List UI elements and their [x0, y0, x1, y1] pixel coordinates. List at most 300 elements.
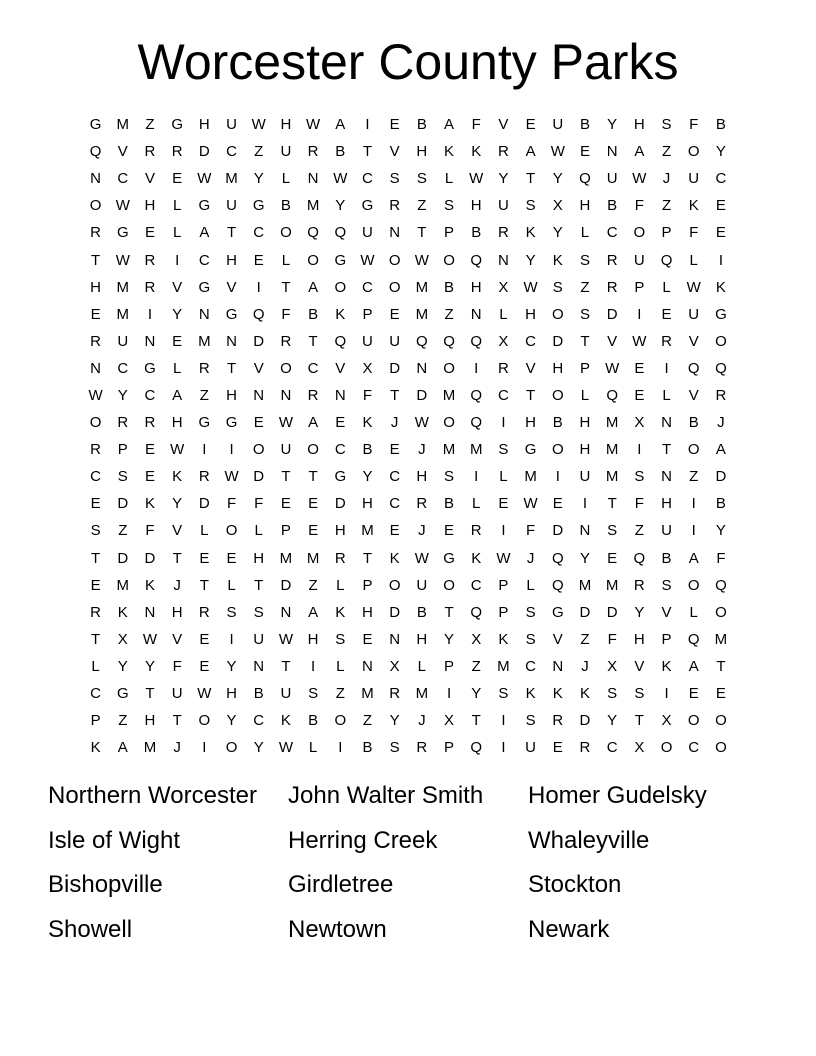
grid-letter: R: [606, 251, 618, 269]
grid-letter: W: [523, 278, 538, 296]
grid-letter: M: [524, 468, 537, 486]
grid-letter: O: [715, 332, 727, 350]
grid-letter: N: [198, 305, 210, 323]
grid-letter: U: [389, 332, 401, 350]
grid-letter: E: [90, 495, 101, 513]
grid-letter: Y: [253, 170, 264, 188]
grid-letter: C: [525, 657, 537, 675]
grid-letter: Q: [551, 549, 564, 567]
grid-letter: U: [253, 630, 265, 648]
grid-letter: T: [199, 576, 209, 594]
grid-letter: O: [687, 441, 700, 459]
grid-letter: H: [90, 278, 102, 296]
grid-letter: Y: [715, 143, 726, 161]
grid-letter: C: [226, 143, 237, 161]
grid-letter: B: [579, 116, 590, 134]
grid-letter: L: [91, 657, 100, 675]
grid-letter: S: [607, 685, 618, 703]
grid-letter: S: [444, 468, 455, 486]
grid-letter: M: [116, 305, 130, 323]
grid-letter: I: [501, 739, 506, 757]
grid-letter: K: [688, 197, 699, 215]
grid-letter: T: [417, 224, 427, 242]
grid-letter: S: [525, 712, 536, 730]
grid-letter: W: [686, 278, 701, 296]
grid-letter: E: [688, 685, 699, 703]
word-list-item: Isle of Wight: [48, 826, 181, 854]
grid-letter: V: [688, 332, 699, 350]
grid-letter: S: [634, 468, 645, 486]
grid-letter: D: [253, 468, 265, 486]
grid-letter: P: [498, 576, 509, 594]
grid-letter: W: [224, 468, 239, 486]
grid-letter: S: [498, 685, 509, 703]
grid-letter: I: [501, 522, 506, 540]
grid-letter: S: [335, 630, 346, 648]
grid-letter: Y: [362, 468, 373, 486]
grid-letter: Q: [633, 549, 646, 567]
grid-letter: O: [715, 739, 727, 757]
grid-letter: W: [251, 116, 266, 134]
word-list-item: Newark: [528, 915, 610, 943]
grid-letter: T: [607, 495, 617, 513]
grid-letter: C: [307, 359, 319, 377]
grid-letter: G: [225, 414, 238, 432]
grid-letter: Y: [335, 197, 346, 215]
grid-letter: W: [170, 441, 185, 459]
grid-letter: Q: [687, 630, 700, 648]
grid-letter: P: [579, 359, 590, 377]
grid-letter: L: [200, 522, 209, 540]
grid-letter: Z: [580, 630, 590, 648]
grid-letter: F: [634, 495, 644, 513]
grid-letter: L: [172, 359, 182, 377]
grid-letter: C: [525, 332, 537, 350]
grid-letter: M: [361, 522, 374, 540]
grid-letter: X: [552, 197, 563, 215]
grid-letter: M: [442, 441, 456, 459]
grid-letter: Y: [226, 712, 237, 730]
grid-letter: P: [661, 224, 672, 242]
grid-letter: O: [388, 278, 401, 296]
word-list-item: Herring Creek: [288, 826, 438, 854]
grid-letter: D: [144, 549, 156, 567]
grid-letter: M: [415, 685, 429, 703]
grid-letter: L: [662, 278, 671, 296]
grid-letter: H: [579, 197, 591, 215]
grid-letter: K: [362, 414, 373, 432]
grid-letter: W: [278, 414, 293, 432]
grid-letter: R: [90, 441, 102, 459]
grid-letter: I: [446, 685, 452, 703]
grid-letter: D: [579, 712, 591, 730]
grid-letter: O: [198, 712, 211, 730]
grid-letter: X: [389, 657, 400, 675]
grid-letter: R: [389, 197, 401, 215]
grid-letter: O: [89, 414, 102, 432]
grid-letter: V: [688, 386, 699, 404]
grid-letter: G: [715, 305, 727, 323]
grid-letter: O: [443, 359, 455, 377]
grid-letter: I: [365, 116, 370, 134]
grid-letter: R: [198, 603, 210, 621]
grid-letter: W: [278, 739, 293, 757]
grid-letter: S: [607, 522, 618, 540]
grid-letter: R: [661, 332, 672, 350]
grid-letter: Q: [579, 170, 591, 188]
grid-letter: I: [311, 657, 316, 675]
grid-letter: C: [606, 739, 618, 757]
grid-letter: E: [199, 549, 210, 567]
grid-letter: F: [172, 657, 182, 675]
grid-letter: R: [552, 712, 564, 730]
grid-letter: Z: [444, 305, 454, 323]
grid-letter: T: [91, 630, 101, 648]
grid-letter: S: [416, 170, 427, 188]
grid-letter: C: [117, 170, 129, 188]
grid-letter: C: [144, 386, 156, 404]
grid-letter: J: [418, 522, 426, 540]
grid-letter: V: [552, 630, 563, 648]
grid-letter: I: [501, 414, 506, 432]
grid-letter: N: [334, 386, 346, 404]
word-list-item: Homer Gudelsky: [528, 782, 707, 809]
grid-letter: F: [689, 116, 699, 134]
grid-letter: N: [552, 657, 564, 675]
grid-letter: O: [715, 603, 727, 621]
grid-letter: O: [687, 143, 700, 161]
grid-letter: D: [334, 495, 346, 513]
grid-letter: B: [607, 197, 618, 215]
grid-letter: E: [172, 170, 183, 188]
grid-letter: H: [416, 630, 428, 648]
grid-letter: B: [715, 495, 726, 513]
grid-letter: Q: [334, 224, 347, 242]
grid-letter: N: [579, 522, 591, 540]
grid-letter: B: [444, 278, 455, 296]
grid-letter: S: [579, 251, 590, 269]
grid-letter: V: [661, 603, 672, 621]
grid-letter: T: [362, 143, 373, 161]
grid-letter: E: [661, 305, 672, 323]
grid-letter: O: [89, 197, 102, 215]
grid-letter: H: [470, 197, 482, 215]
grid-letter: V: [172, 522, 183, 540]
grid-letter: P: [444, 224, 455, 242]
grid-letter: B: [362, 441, 373, 459]
grid-letter: J: [418, 441, 426, 459]
word-list-item: Bishopville: [48, 871, 163, 898]
grid-letter: R: [144, 278, 156, 296]
grid-letter: Y: [634, 603, 645, 621]
grid-letter: F: [254, 495, 264, 513]
grid-letter: X: [607, 657, 618, 675]
grid-letter: E: [498, 495, 509, 513]
grid-letter: K: [335, 603, 346, 621]
grid-letter: D: [389, 359, 401, 377]
grid-letter: N: [389, 224, 401, 242]
grid-letter: U: [280, 143, 292, 161]
grid-letter: R: [144, 143, 156, 161]
grid-letter: E: [579, 143, 590, 161]
grid-letter: G: [225, 305, 238, 323]
grid-letter: I: [256, 278, 261, 296]
grid-letter: B: [308, 305, 319, 323]
grid-letter: W: [197, 170, 212, 188]
grid-letter: B: [471, 224, 482, 242]
grid-letter: G: [443, 549, 455, 567]
grid-letter: I: [202, 441, 207, 459]
grid-letter: M: [116, 116, 130, 134]
grid-letter: Z: [199, 386, 209, 404]
grid-letter: N: [661, 414, 672, 432]
grid-letter: O: [551, 441, 564, 459]
grid-letter: I: [202, 739, 207, 757]
grid-letter: K: [498, 630, 509, 648]
grid-letter: H: [362, 495, 373, 513]
grid-letter: D: [198, 495, 210, 513]
grid-letter: R: [497, 143, 509, 161]
grid-letter: L: [580, 224, 590, 242]
grid-letter: Q: [660, 251, 673, 269]
grid-letter: S: [661, 116, 672, 134]
grid-letter: L: [499, 305, 508, 323]
grid-letter: T: [91, 251, 101, 269]
grid-letter: J: [390, 414, 399, 432]
grid-letter: P: [117, 441, 128, 459]
grid-letter: N: [280, 603, 292, 621]
grid-letter: H: [470, 278, 482, 296]
grid-letter: H: [171, 414, 183, 432]
grid-letter: A: [172, 386, 183, 404]
grid-letter: T: [716, 657, 726, 675]
grid-letter: N: [90, 170, 102, 188]
grid-letter: L: [472, 495, 481, 513]
grid-letter: E: [144, 468, 155, 486]
grid-letter: W: [360, 251, 375, 269]
grid-letter: L: [172, 197, 182, 215]
grid-letter: S: [308, 685, 319, 703]
grid-letter: D: [117, 495, 129, 513]
grid-letter: O: [307, 441, 319, 459]
grid-letter: F: [471, 116, 481, 134]
grid-letter: R: [497, 224, 509, 242]
grid-letter: M: [415, 305, 429, 323]
grid-letter: R: [280, 332, 292, 350]
grid-letter: Q: [252, 305, 265, 323]
grid-letter: H: [144, 197, 156, 215]
grid-letter: Z: [308, 576, 318, 594]
grid-letter: X: [498, 278, 509, 296]
grid-letter: C: [606, 224, 618, 242]
grid-letter: S: [90, 522, 101, 540]
grid-letter: N: [90, 359, 102, 377]
grid-letter: R: [90, 603, 102, 621]
grid-letter: V: [607, 332, 618, 350]
grid-letter: S: [117, 468, 128, 486]
grid-letter: I: [664, 359, 669, 377]
grid-letter: K: [280, 712, 291, 730]
grid-letter: D: [198, 143, 210, 161]
grid-letter: Z: [118, 712, 128, 730]
grid-letter: X: [634, 739, 645, 757]
grid-letter: S: [498, 441, 509, 459]
grid-letter: N: [470, 305, 482, 323]
grid-letter: N: [226, 332, 237, 350]
grid-letter: M: [225, 170, 238, 188]
grid-letter: R: [171, 143, 183, 161]
grid-letter: V: [525, 359, 536, 377]
grid-letter: P: [444, 739, 455, 757]
grid-letter: X: [117, 630, 128, 648]
grid-letter: B: [444, 495, 455, 513]
grid-letter: L: [417, 657, 427, 675]
grid-letter: E: [253, 414, 264, 432]
grid-letter: U: [362, 224, 373, 242]
grid-letter: E: [199, 657, 210, 675]
grid-letter: S: [579, 305, 590, 323]
grid-letter: E: [144, 224, 155, 242]
grid-letter: Y: [579, 549, 590, 567]
grid-letter: G: [198, 414, 211, 432]
grid-letter: Z: [362, 712, 373, 730]
grid-letter: M: [306, 197, 320, 215]
grid-letter: O: [551, 386, 564, 404]
grid-letter: P: [90, 712, 101, 730]
grid-letter: K: [525, 685, 536, 703]
grid-letter: D: [552, 522, 564, 540]
grid-letter: R: [633, 576, 645, 594]
grid-letter: U: [552, 116, 564, 134]
grid-letter: O: [280, 224, 292, 242]
grid-letter: F: [689, 224, 699, 242]
grid-letter: T: [526, 170, 536, 188]
word-list: [48, 776, 768, 954]
grid-letter: I: [637, 305, 642, 323]
grid-letter: U: [171, 685, 183, 703]
grid-letter: R: [117, 414, 129, 432]
grid-letter: V: [389, 143, 400, 161]
grid-letter: K: [90, 739, 101, 757]
grid-letter: Z: [254, 143, 264, 161]
grid-letter: Q: [470, 332, 483, 350]
grid-letter: M: [497, 657, 510, 675]
grid-letter: H: [633, 630, 645, 648]
grid-letter: R: [307, 143, 319, 161]
grid-letter: T: [390, 386, 400, 404]
grid-letter: E: [389, 441, 400, 459]
grid-letter: F: [607, 630, 617, 648]
grid-letter: D: [606, 305, 618, 323]
grid-letter: I: [555, 468, 560, 486]
grid-letter: H: [253, 549, 265, 567]
grid-letter: W: [523, 495, 538, 513]
grid-letter: H: [416, 143, 428, 161]
grid-letter: G: [144, 359, 156, 377]
grid-letter: D: [715, 468, 727, 486]
grid-letter: T: [281, 657, 291, 675]
grid-letter: J: [717, 414, 725, 432]
grid-letter: L: [281, 170, 291, 188]
grid-letter: W: [414, 414, 429, 432]
grid-letter: D: [606, 603, 618, 621]
grid-letter: W: [469, 170, 484, 188]
grid-letter: Y: [253, 739, 264, 757]
grid-letter: Z: [335, 685, 345, 703]
grid-letter: A: [525, 143, 536, 161]
grid-letter: U: [497, 197, 509, 215]
grid-letter: I: [175, 251, 180, 269]
grid-letter: C: [688, 739, 700, 757]
grid-letter: R: [307, 386, 319, 404]
grid-letter: G: [198, 197, 211, 215]
grid-letter: T: [634, 712, 644, 730]
grid-letter: R: [198, 359, 210, 377]
grid-letter: I: [474, 468, 479, 486]
grid-letter: D: [117, 549, 129, 567]
grid-letter: V: [117, 143, 128, 161]
grid-letter: M: [116, 278, 130, 296]
grid-letter: G: [198, 278, 211, 296]
grid-letter: L: [526, 576, 535, 594]
word-list-item: Northern Worcester: [48, 782, 257, 809]
grid-letter: A: [308, 414, 319, 432]
grid-letter: R: [416, 495, 428, 513]
grid-letter: W: [115, 251, 130, 269]
grid-letter: R: [579, 739, 591, 757]
grid-letter: T: [172, 549, 182, 567]
grid-letter: N: [362, 657, 373, 675]
grid-letter: M: [605, 468, 619, 486]
grid-letter: Y: [226, 657, 237, 675]
grid-letter: W: [414, 549, 429, 567]
grid-letter: B: [552, 414, 563, 432]
grid-letter: H: [334, 522, 346, 540]
grid-letter: I: [147, 305, 153, 323]
grid-letter: W: [414, 251, 429, 269]
grid-letter: E: [90, 576, 101, 594]
grid-letter: A: [308, 278, 319, 296]
grid-letter: M: [361, 685, 374, 703]
grid-letter: H: [362, 603, 373, 621]
grid-letter: E: [715, 685, 726, 703]
grid-letter: N: [253, 386, 265, 404]
grid-letter: Y: [389, 712, 400, 730]
grid-letter: O: [334, 712, 347, 730]
grid-letter: Q: [551, 576, 564, 594]
grid-letter: Z: [471, 657, 481, 675]
grid-letter: M: [714, 630, 728, 648]
grid-letter: J: [526, 549, 535, 567]
grid-letter: E: [634, 359, 645, 377]
grid-letter: M: [415, 278, 429, 296]
grid-letter: R: [497, 359, 509, 377]
grid-letter: Q: [416, 332, 428, 350]
grid-letter: P: [362, 576, 373, 594]
grid-letter: A: [688, 657, 699, 675]
grid-letter: E: [308, 522, 319, 540]
grid-letter: T: [526, 386, 536, 404]
grid-letter: V: [498, 116, 509, 134]
grid-letter: V: [172, 278, 183, 296]
grid-letter: S: [444, 197, 455, 215]
grid-letter: K: [144, 495, 155, 513]
grid-letter: K: [389, 549, 400, 567]
grid-letter: H: [661, 495, 672, 513]
grid-letter: Q: [687, 359, 700, 377]
grid-letter: Z: [580, 278, 590, 296]
grid-letter: S: [389, 739, 400, 757]
